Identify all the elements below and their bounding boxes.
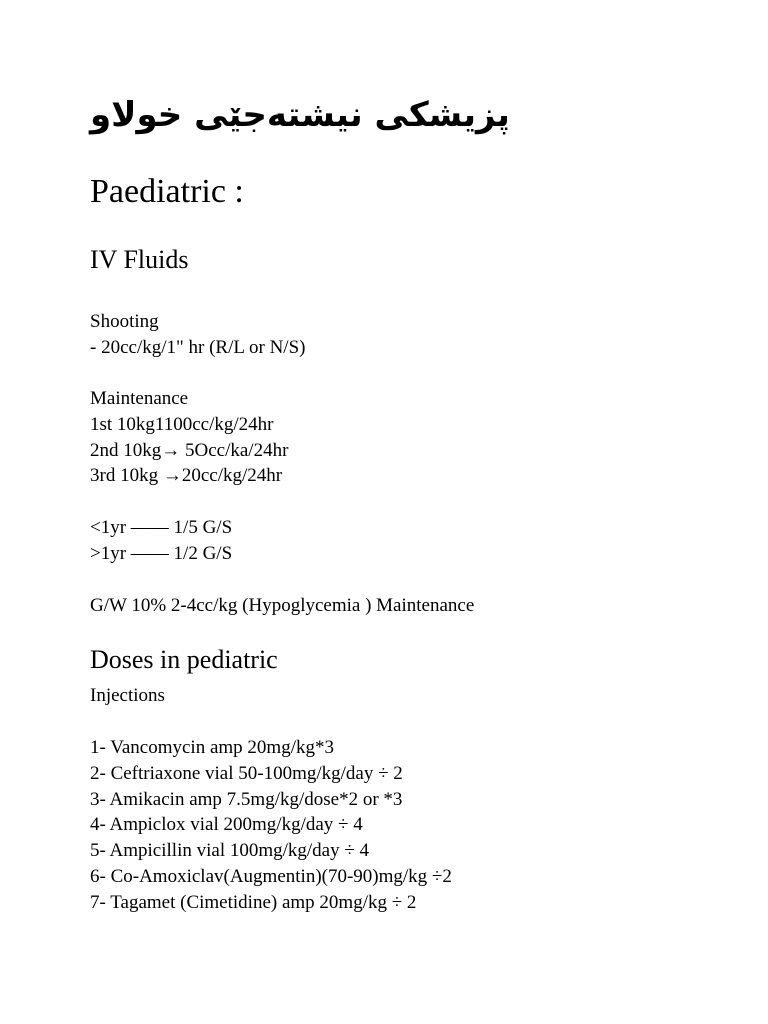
drug-list	[90, 735, 452, 916]
maintenance-label: Maintenance	[90, 388, 189, 409]
glucose-saline-block	[90, 515, 232, 567]
list-item: 5- Ampicillin vial 100mg/kg/day ÷ 4	[90, 840, 370, 862]
list-item: 6- Co-Amoxiclav(Augmentin)(70-90)mg/kg ÷2	[90, 865, 452, 887]
shooting-line: - 20cc/kg/1" hr (R/L or N/S)	[90, 336, 306, 358]
maintenance-line: 2nd 10kg→ 5Occ/ka/24hr	[90, 439, 289, 461]
list-item: 1- Vancomycin amp 20mg/kg*3	[90, 737, 334, 758]
document-title: پزیشکی نیشتەجێی خولاو	[90, 95, 510, 135]
subheading-iv-fluids: IV Fluids	[90, 245, 189, 274]
list-item: 3- Amikacin amp 7.5mg/kg/dose*2 or *3	[90, 788, 403, 810]
shooting-label: Shooting	[90, 311, 159, 332]
glucose-water-block	[90, 593, 474, 619]
injections-label: Injections	[90, 685, 165, 706]
section-heading-paediatric: Paediatric :	[90, 173, 244, 210]
maintenance-line: 3rd 10kg →20cc/kg/24hr	[90, 465, 283, 487]
gs-line: <1yr —— 1/5 G/S	[90, 517, 233, 538]
maintenance-line: 1st 10kg1100cc/kg/24hr	[90, 413, 274, 435]
gs-line: >1yr —— 1/2 G/S	[90, 542, 233, 564]
list-item: 4- Ampiclox vial 200mg/kg/day ÷ 4	[90, 814, 363, 836]
maintenance-block	[90, 386, 288, 489]
subheading-doses: Doses in pediatric	[90, 645, 278, 674]
shooting-block	[90, 309, 306, 361]
gw-line: G/W 10% 2-4cc/kg (Hypoglycemia ) Maintenance	[90, 595, 475, 616]
injections-block	[90, 683, 165, 709]
list-item: 2- Ceftriaxone vial 50-100mg/kg/day ÷ 2	[90, 762, 403, 784]
list-item: 7- Tagamet (Cimetidine) amp 20mg/kg ÷ 2	[90, 891, 417, 913]
